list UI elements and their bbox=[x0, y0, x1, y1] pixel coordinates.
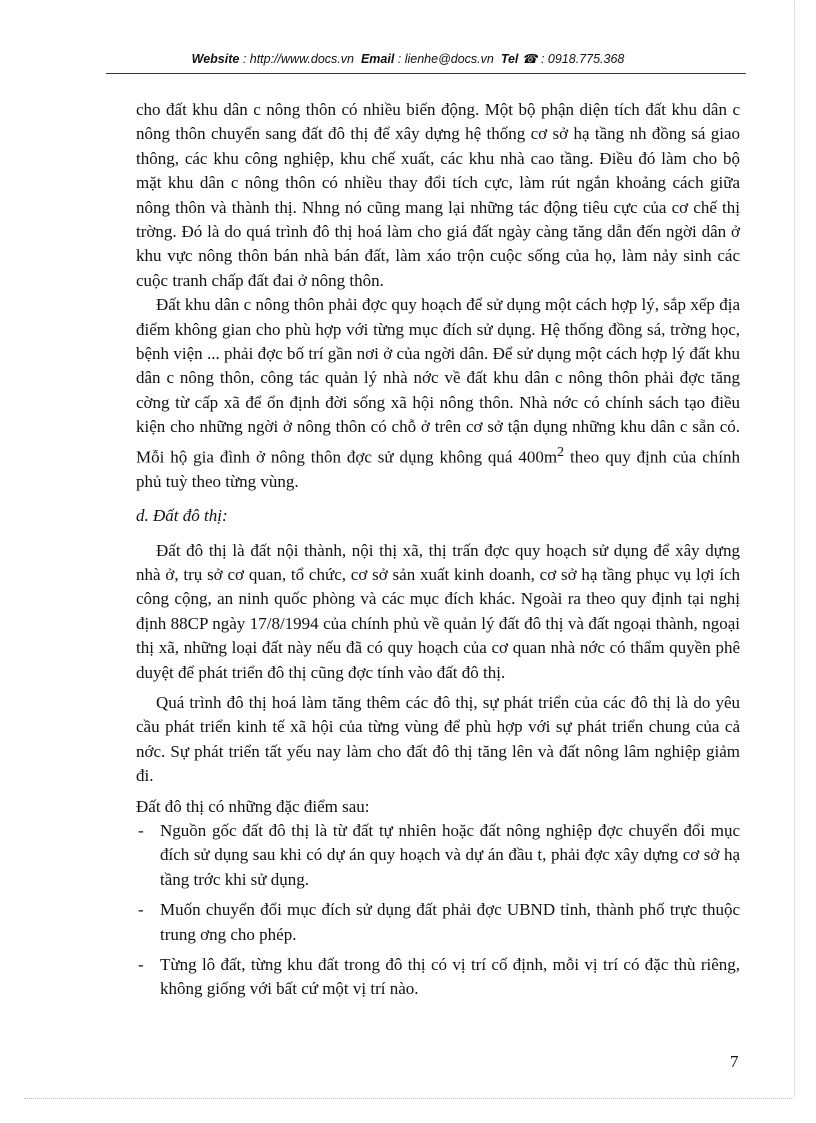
list-item-text: Muốn chuyển đổi mục đích sử dụng đất phải đợc UBND tỉnh, thành phố trực thuộc trung ơng cho phép. bbox=[160, 900, 740, 944]
paragraph-1: cho đất khu dân c nông thôn có nhiều biến động. Một bộ phận diện tích đất khu dân c nông thôn chuyển sang đất đô thị để xây dựng hệ thống cơ sở hạ tầng nh đồng sá giao thông, các khu công nghiệp, khu chế xuất, các khu nhà cao tầng. Điều đó làm cho bộ mặt khu dân c nông thôn có nhiều thay đổi tích cực, làm rút ngắn khoảng cách giữa nông thôn và thành thị. Nhng nó cũng mang lại những tác động tiêu cực của cơ chế thị trờng. Đó là do quá trình đô thị hoá làm cho giá đất ngày càng tăng dẫn đến ngời dân ở khu vực nông thôn bán nhà bán đất, làm xáo trộn cuộc sống của họ, làm nảy sinh các cuộc tranh chấp đất đai ở nông thôn. bbox=[136, 100, 740, 290]
tel-value: ☎ : 0918.775.368 bbox=[521, 52, 625, 66]
paragraph-4: Quá trình đô thị hoá làm tăng thêm các đô thị, sự phát triển của các đô thị là do yêu cầu phát triển kinh tế xã hội của từng vùng để phù hợp với sự phát triển chung của cả nớc. Sự phát triển tất yếu nay làm cho đất đô thị tăng lên và đất nông lâm nghiệp giảm đi. bbox=[136, 693, 740, 786]
footer-rule bbox=[24, 1098, 792, 1099]
paragraph-3: Đất đô thị là đất nội thành, nội thị xã, thị trấn đợc quy hoạch sử dụng để xây dựng nhà ở, trụ sở cơ quan, tổ chức, cơ sở sản xuất kinh doanh, cơ sở hạ tầng phục vụ lợi ích công cộng, an ninh quốc phòng và các mục đích khác. Ngoài ra theo quy định tại nghị định 88CP ngày 17/8/1994 của chính phủ về quản lý đất đô thị và đất ngoại thành, ngoại thị xã, những loại đất này nếu đã có quy hoạch của cơ quan nhà nớc có thẩm quyền phê duyệt để phát triển đô thị cũng đợc tính vào đất đô thị. bbox=[136, 540, 740, 682]
list-item bbox=[136, 953, 740, 1002]
paragraph-2-end: theo quy định của chính phủ tuỳ theo từng vùng. bbox=[136, 447, 740, 491]
paragraph-2-text: Đất khu dân c nông thôn phải đợc quy hoạch để sử dụng một cách hợp lý, sắp xếp địa điểm không gian cho phù hợp với từng mục đích sử dụng. Hệ thống đồng sá, trờng học, bệnh viện ... phải đợc bố trí gần nơi ở của ngời dân. Để sử dụng một cách hợp lý đất khu dân c nông thôn, công tác quản lý nhà nớc về đất khu dân c nông thôn phải đợc tăng cờng từ cấp xã để ổn định đời sống xã hội nông thôn. Nhà nớc có chính sách tạo điều kiện cho những ngời ở nông thôn có chỗ ở trên cơ sở tận dụng những khu dân c sẵn có. Mỗi hộ gia đình ở nông thôn đợc sử dụng không quá bbox=[136, 295, 740, 467]
list-item-text: Nguồn gốc đất đô thị là từ đất tự nhiên hoặc đất nông nghiệp đợc chuyển đổi mục đích sử dụng sau khi có dự án quy hoạch và dự án đầu t, phải đợc xây dựng cơ sở hạ tầng trớc khi sử dụng. bbox=[160, 821, 740, 889]
section-heading: d. Đất đô thị: bbox=[136, 506, 228, 526]
email-value: : lienhe@docs.vn bbox=[397, 52, 494, 66]
right-rule bbox=[794, 0, 795, 1098]
page-header bbox=[0, 51, 816, 66]
list-item-text: Từng lô đất, từng khu đất trong đô thị có vị trí cố định, mỗi vị trí có đặc thù riêng, không giống với bất cứ một vị trí nào. bbox=[160, 955, 740, 999]
list-bullet: - bbox=[138, 955, 144, 975]
paragraph-2 bbox=[136, 293, 740, 494]
list-bullet: - bbox=[138, 900, 144, 920]
list-bullet: - bbox=[138, 821, 144, 841]
list-item bbox=[136, 819, 740, 892]
area-superscript: 2 bbox=[557, 443, 565, 460]
tel-label: Tel bbox=[500, 52, 519, 66]
website-label: Website bbox=[191, 52, 240, 66]
document-body bbox=[136, 98, 740, 1008]
area-value: 400m bbox=[518, 447, 558, 467]
characteristics-list bbox=[136, 819, 740, 1002]
header-rule bbox=[106, 73, 746, 74]
email-label: Email bbox=[360, 52, 395, 66]
website-value: : http://www.docs.vn bbox=[242, 52, 354, 66]
list-item bbox=[136, 898, 740, 947]
page-number: 7 bbox=[730, 1052, 739, 1071]
paragraph-5: Đất đô thị có những đặc điểm sau: bbox=[136, 796, 370, 816]
